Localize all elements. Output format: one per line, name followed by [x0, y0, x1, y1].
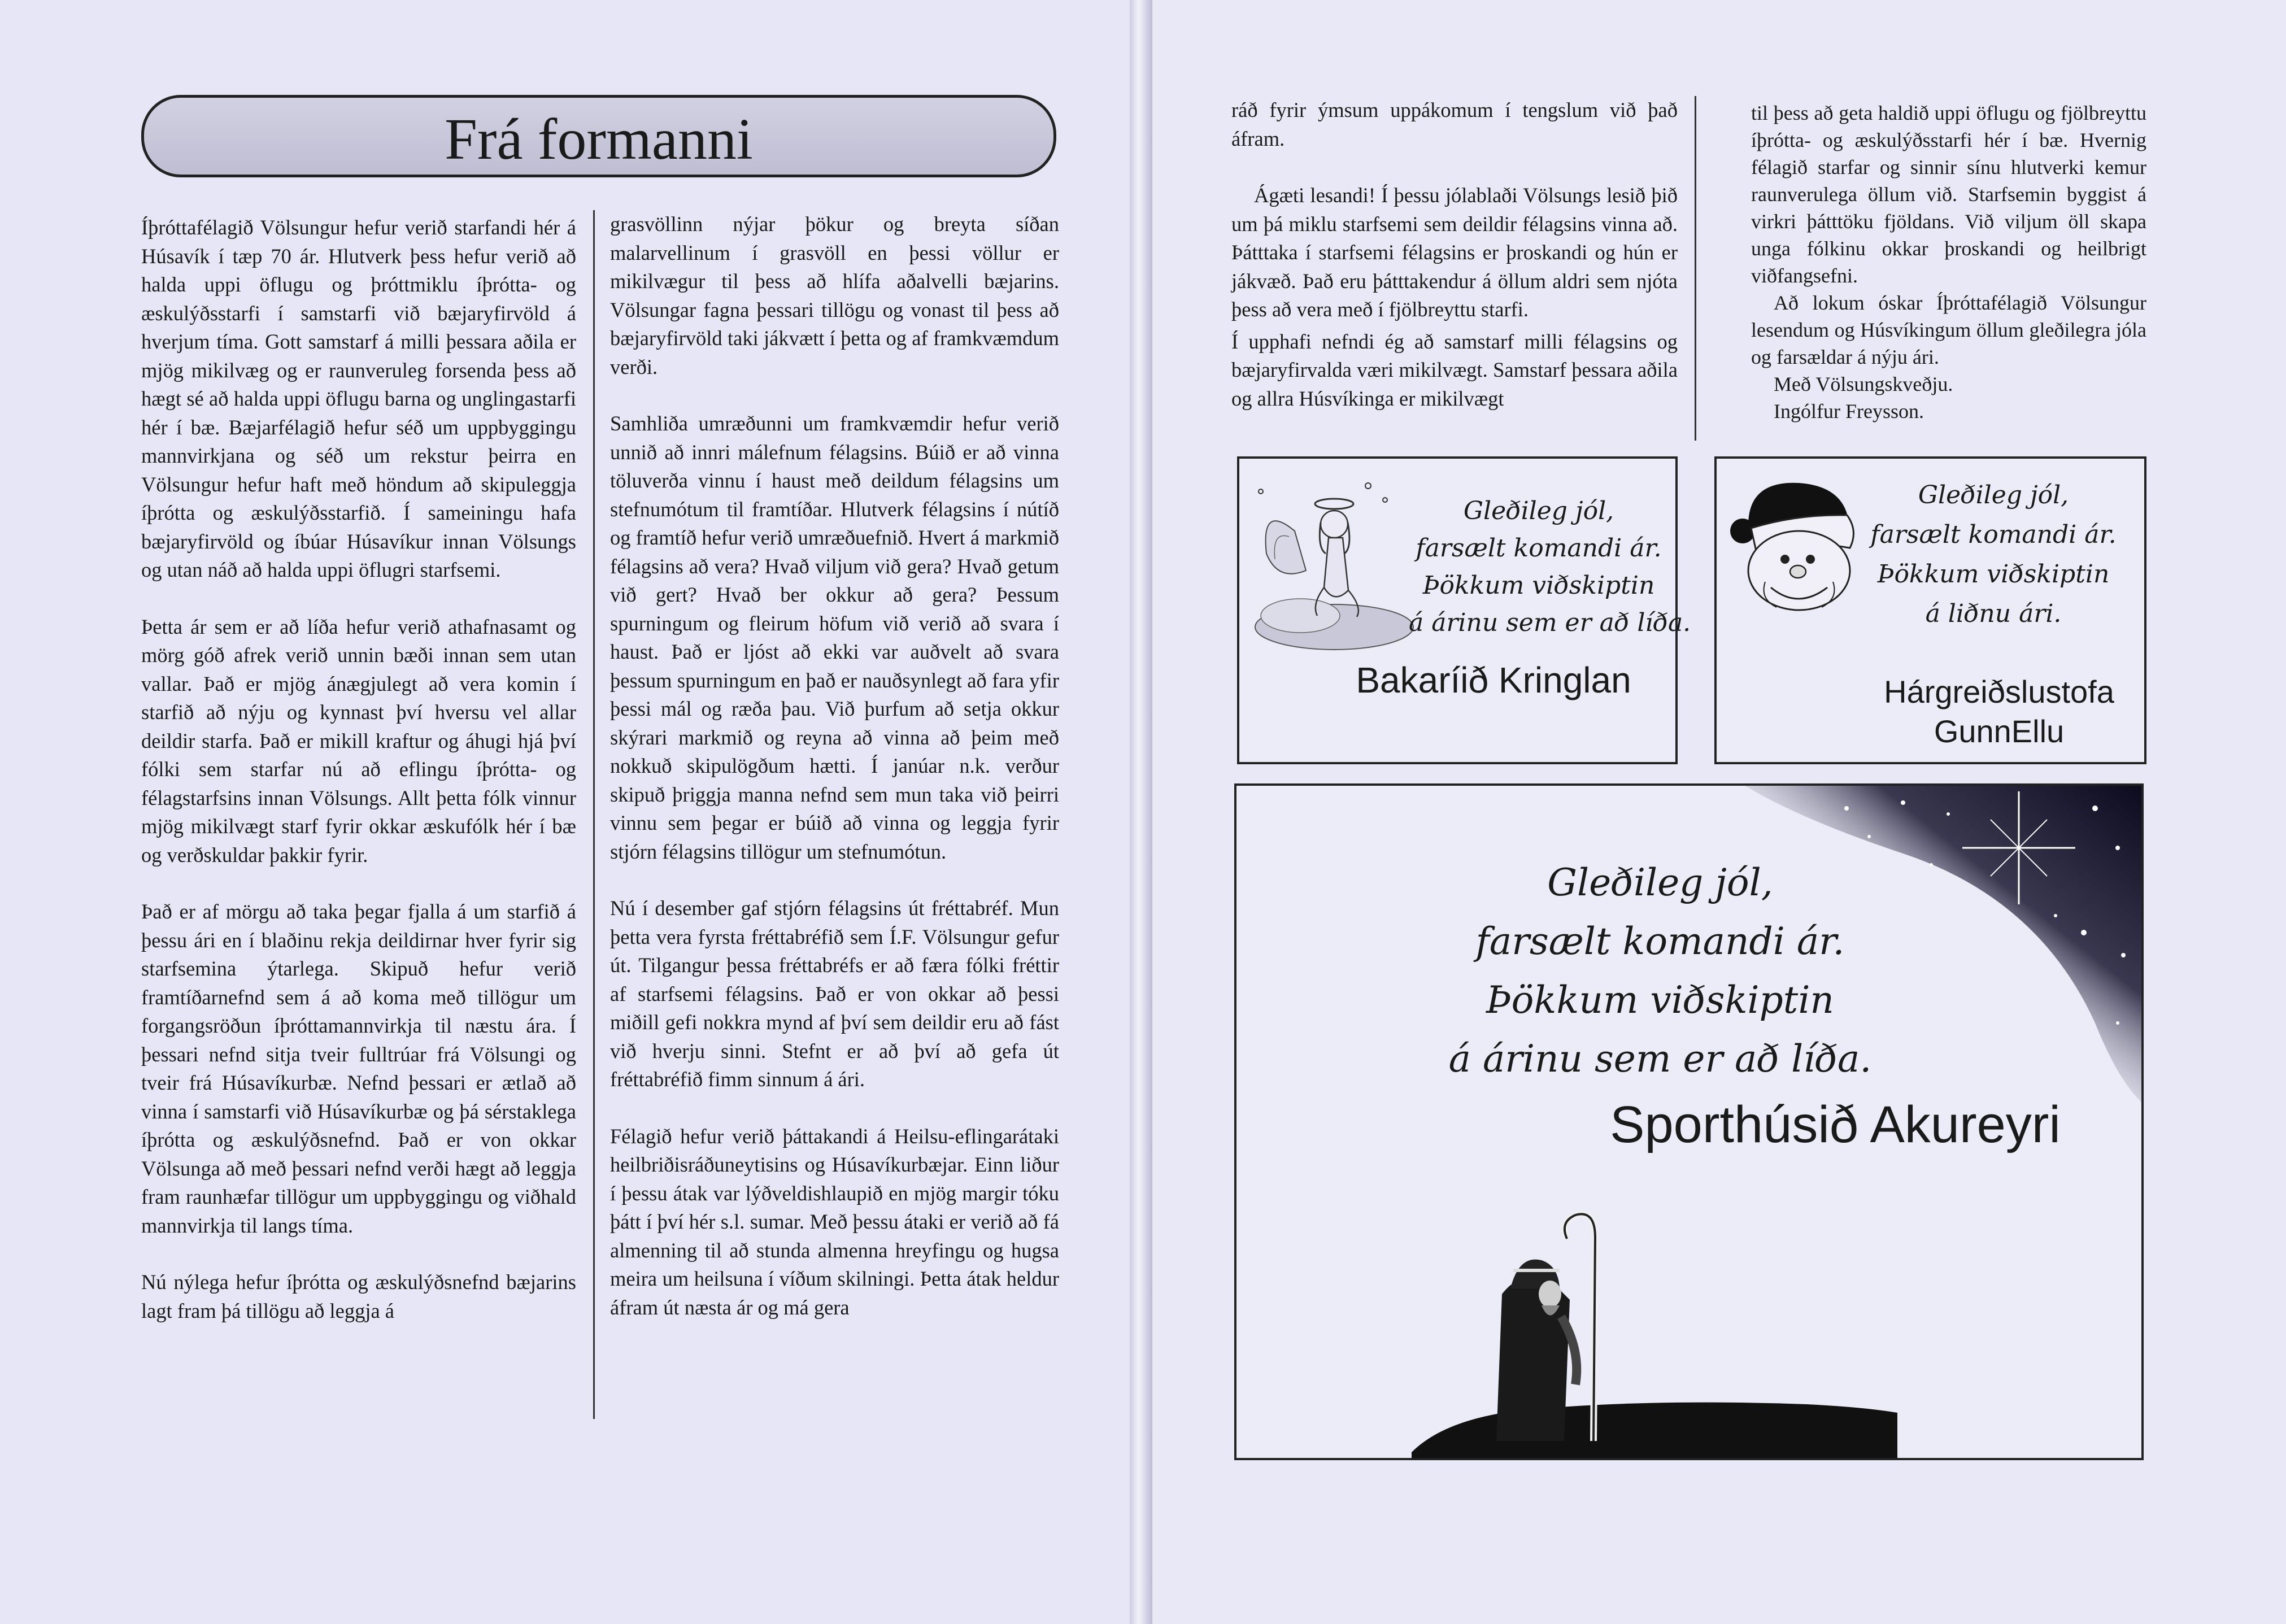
greeting-line: farsælt komandi ár. [1870, 520, 2117, 549]
bakery-greeting [1409, 493, 1691, 642]
paragraph: ráð fyrir ýmsum uppákomum í tengslum við það áfram. [1231, 98, 1678, 150]
greeting-line: Gleðileg jól, [1463, 497, 1614, 525]
paragraph: grasvöllinn nýjar þökur og breyta síðan malarvellinum í grasvöll en þessi völlur er mikilvægur til þess að hlífa aðalvelli bæjarins. Völsungar fagna þessari tillögu og vonast til þess að bæjaryfirvöld taki jákvætt í þetta og af framkvæmdum verði. [610, 212, 1059, 378]
greeting-line: Gleðileg jól, [1547, 861, 1773, 904]
greeting-line: á árinu sem er að líða. [1409, 608, 1691, 637]
salon-name [1863, 672, 2135, 751]
paragraph: Samhliða umræðunni um framkvæmdir hefur verið unnið að innri málefnum félagsins. Búið er að vinna töluverða vinnu í haust með deildum félagsins um stefnumótum til framtíðar. Hlutverk félagsins í nútíð og framtíð hefur verið umræðuefnið. Hvert á markmið félagsins að vera? Hvað viljum við gera? Hvað getum við gert? Hvað ber okkur að gera? Þessum spurningum og fleirum höfum við verið að svara í haust. Það er ljóst að ekki var auðvelt að svara þessum spurningum en það er nauðsynlegt að fara yfir þessi mál og ræða þau. Við þurfum að setja okkur skýrari markmið og reyna að vinna að þeim með nokkuð skipulögðum hætti. Í janúar n.k. verður skipuð þriggja manna nefnd sem mun taka við þeirri vinnu sem þegar er búið að vinna og leggja fyrir stjórn félagsins tillögur um stefnumótun. [610, 412, 1059, 863]
greeting-line: farsælt komandi ár. [1416, 534, 1662, 563]
article-column-2 [610, 210, 1059, 1322]
paragraph: Nú í desember gaf stjórn félagsins út fréttabréf. Mun þetta vera fyrsta fréttabréfið sem Í.F. Völsungur gefur út. Tilgangur þessa fréttabréfs er að færa fólki fréttir af starfsemi félagsins. Það er von okkar að þessi miðill gefi nokkra mynd af því sem deildir eru að fást við hverju sinni. Stefnt er að því að gefa út fréttabréfið fimm sinnum á ári. [610, 896, 1059, 1091]
greeting-line: Gleðileg jól, [1918, 481, 2069, 510]
page-gutter [1130, 0, 1152, 1624]
salon-name-line: GunnEllu [1934, 713, 2065, 749]
sport-greeting [1383, 854, 1937, 1089]
column-divider [593, 210, 595, 1419]
greeting-line: farsælt komandi ár. [1475, 920, 1845, 963]
article-column-4 [1751, 99, 2146, 425]
article-column-1 [141, 214, 576, 1325]
paragraph: Það er af mörgu að taka þegar fjalla á um starfið á þessu ári en í blaðinu rekja deildirnar hver fyrir sig starfsemina ýtarlega. Skipuð hefur verið framtíðarnefnd sem á að koma með tillögur um forgangsröðun íþróttamannvirkja til næstu ára. Í þessari nefnd sitja tveir fulltrúar frá Völsungi og tveir frá Húsavíkurbæ. Nefnd þessari er ætlað að vinna í samstarfi við Húsavíkurbæ og þá sérstaklega íþrótta og æskulýðsnefnd. Það er von okkar Völsunga að með þessari nefnd verði hægt að leggja fram raunhæfar tillögur um uppbyggingu og viðhald mannvirkja til langs tíma. [141, 900, 576, 1237]
paragraph: Ágæti lesandi! Í þessu jólablaði Völsungs lesið þið um þá miklu starfsemi sem deildir félagsins vinna að. Þátttaka í starfsemi félagsins er þroskandi og hún er jákvæð. Það eru þátttakendur á öllum aldri sem njóta þess að vera með í fjölbreyttu starfi. [1231, 184, 1678, 321]
paragraph: Íþróttafélagið Völsungur hefur verið starfandi hér á Húsavík í tæp 70 ár. Hlutverk þess hefur verið að halda uppi öflugu og þróttmiklu íþrótta- og æskulýðsstarfi í samstarfi við bæjaryfirvöld á hverjum tíma. Gott samstarf á milli þessara aðila er mjög mikilvæg og er raunveruleg forsenda þess að hægt sé að halda uppi öflugu barna og unglingastarfi hér í bæ. Bæjarfélagið hefur séð um uppbyggingu mannvirkjana og séð um rekstur þeirra en Völsungur hefur haft með höndum að skipuleggja íþrótta og æskulýðsstarfið. Í sameiningu hafa bæjaryfirvöld og íbúar Húsavíkur innan Völsungs og utan náð að halda uppi öflugri starfsemi. [141, 216, 576, 581]
shepherd-icon [1412, 1204, 1897, 1458]
paragraph: Þetta ár sem er að líða hefur verið athafnasamt og mörg góð afrek verið unnin bæði innan sem utan vallar. Það er mjög ánægjulegt að vera komin í starfið að nýju og kynnast því hversu vel allar deildir starfa. Það er mikill kraftur og áhugi hjá því fólki sem starfar nú að eflingu íþrótta- og félagstarfsins innan Völsungs. Allt þetta fólk vinnur mjög mikilvægt starf fyrir okkar æskufólk hér í bæ og verðskuldar þakkir fyrir. [141, 615, 576, 867]
paragraph: til þess að geta haldið uppi öflugu og fjölbreyttu íþrótta- og æskulýðsstarfi hér í bæ. Hvernig félagið starfar og sinnir sínu hlutverki kemur raunverulega öllum við. Starfsemin byggist á virkri þátttöku fjöldans. Við viljum öll skapa unga fólkinu okkar þroskandi og heilbrigt viðfangsefni. [1751, 102, 2146, 287]
left-page [0, 0, 1130, 1624]
salon-name-line: Hárgreiðslustofa [1884, 674, 2114, 709]
angel-icon [1249, 469, 1419, 655]
article-column-3 [1231, 96, 1678, 413]
signature-name: Ingólfur Freysson. [1774, 400, 1924, 423]
paragraph: Félagið hefur verið þáttakandi á Heilsu-eflingarátaki heilbriðisráðuneytisins og Húsavíkurbæjar. Einn liður í þessu átak var lýðveldishlaupið en mjög margir tóku þátt í því hér s.l. sumar. Með þessu átaki er verið að fá almenning til að stunda almenna hreyfingu og hugsa meira um heilsuna í víðum skilningi. Þetta átak heldur áfram út næsta ár og má gera [610, 1124, 1059, 1319]
page-title: Frá formanni [445, 107, 753, 172]
column-divider [1695, 96, 1696, 441]
title-banner [141, 95, 1056, 177]
greeting-line: Þökkum viðskiptin [1486, 978, 1834, 1022]
ad-sport [1234, 783, 2144, 1460]
paragraph: Að lokum óskar Íþróttafélagið Völsungur lesendum og Húsvíkingum öllum gleðilegra jóla og farsældar á nýju ári. [1751, 291, 2146, 368]
ad-bakery [1237, 456, 1691, 764]
bakery-name: Bakaríið Kringlan [1356, 660, 1631, 700]
sport-name: Sporthúsið Akureyri [1610, 1096, 2061, 1153]
greeting-line: á árinu sem er að líða. [1448, 1037, 1872, 1081]
ad-salon [1714, 456, 2146, 764]
greeting-line: Þökkum viðskiptin [1877, 560, 2110, 589]
greeting-line: á liðnu ári. [1925, 599, 2062, 628]
paragraph: Í upphafi nefndi ég að samstarf milli félagsins og bæjaryfirvalda væri mikilvægt. Samstarf þessara aðila og allra Húsvíkinga er mikilvægt [1231, 329, 1678, 410]
paragraph: Nú nýlega hefur íþrótta og æskulýðsnefnd bæjarins lagt fram þá tillögu að leggja á [141, 1270, 576, 1322]
signoff: Með Völsungskveðju. [1774, 373, 1953, 395]
salon-greeting [1852, 476, 2135, 634]
santa-icon [1726, 474, 1861, 616]
greeting-line: Þökkum viðskiptin [1422, 571, 1655, 600]
